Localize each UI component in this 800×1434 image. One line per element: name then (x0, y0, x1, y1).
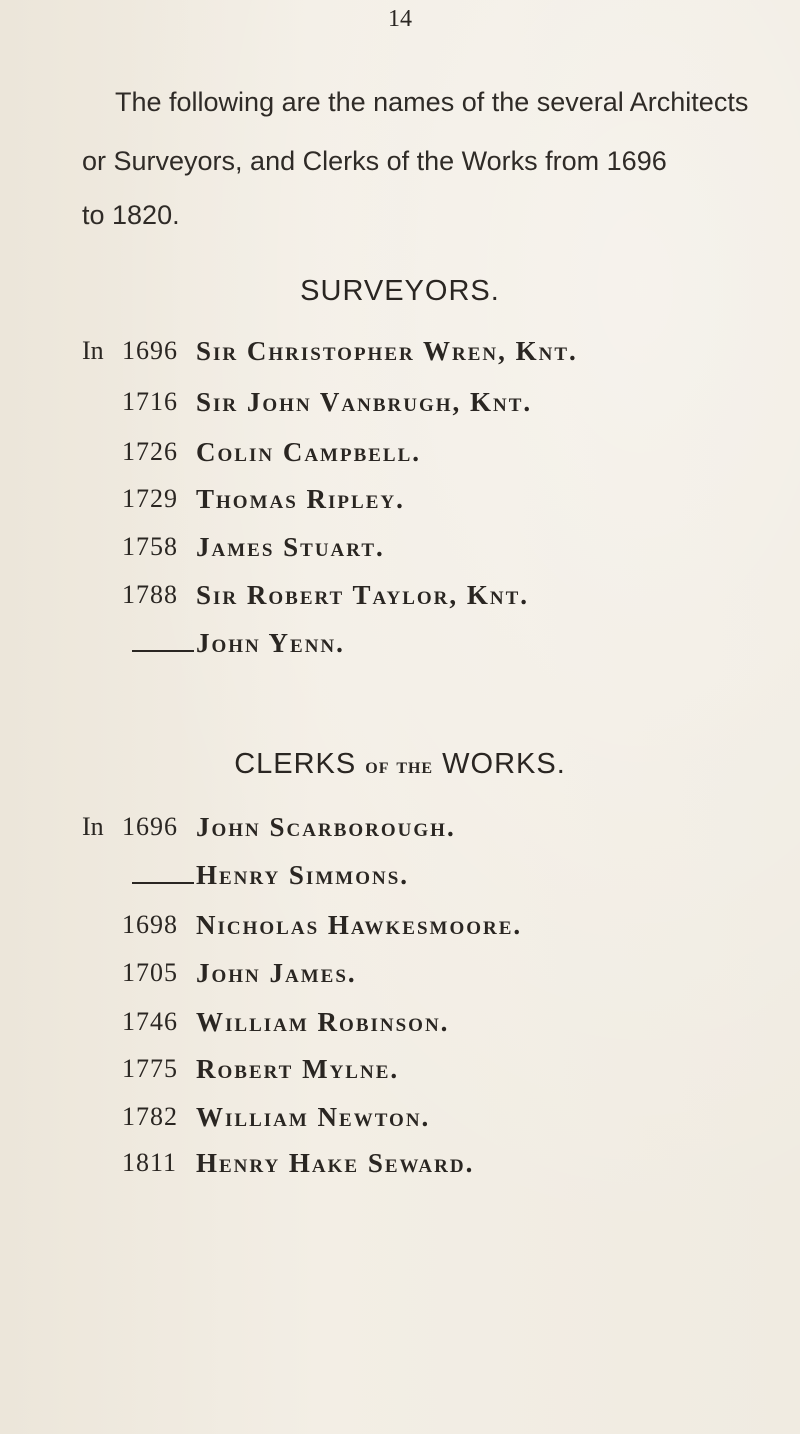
entry-name: Colin Campbell. (196, 437, 422, 467)
entry-name: William Robinson. (196, 1007, 450, 1037)
clerks-heading-of-the: of the (365, 753, 434, 779)
entry-year: 1698 (122, 910, 178, 939)
entry-name: John Scarborough. (196, 812, 456, 842)
entry-year: 1811 (122, 1148, 178, 1177)
entry-name: Sir John Vanbrugh, Knt. (196, 387, 533, 417)
surveyors-heading: SURVEYORS. (300, 275, 500, 307)
entry-year: 1782 (122, 1102, 178, 1131)
page-number: 14 (388, 6, 412, 32)
entry-name: Henry Simmons. (196, 860, 410, 890)
entry-prefix: In (82, 812, 104, 841)
entry-name: John Yenn. (196, 628, 345, 658)
entry-name: Thomas Ripley. (196, 484, 405, 514)
entry-year: 1746 (122, 1007, 178, 1036)
clerks-heading-main: CLERKS (234, 748, 357, 780)
entry-name: William Newton. (196, 1102, 431, 1132)
clerks-heading-works: WORKS. (442, 748, 566, 780)
entry-year: 1705 (122, 958, 178, 987)
entry-year: 1788 (122, 580, 178, 609)
entry-year: 1775 (122, 1054, 178, 1083)
entry-name: Sir Christopher Wren, Knt. (196, 336, 578, 366)
entry-year: 1696 (122, 812, 178, 841)
entry-name: Sir Robert Taylor, Knt. (196, 580, 530, 610)
ditto-dash (132, 882, 194, 884)
intro-line-1: The following are the names of the several Architects (115, 87, 749, 117)
entry-year: 1729 (122, 484, 178, 513)
clerks-heading (0, 748, 800, 781)
entry-year: 1716 (122, 387, 178, 416)
entry-prefix: In (82, 336, 104, 365)
entry-name: John James. (196, 958, 357, 988)
ditto-dash (132, 650, 194, 652)
entry-name: Henry Hake Seward. (196, 1148, 475, 1178)
intro-line-2: or Surveyors, and Clerks of the Works from 1696 (82, 146, 667, 176)
intro-line-3: to 1820. (82, 200, 180, 230)
entry-name: James Stuart. (196, 532, 385, 562)
entry-year: 1696 (122, 336, 178, 365)
entry-year: 1726 (122, 437, 178, 466)
entry-name: Robert Mylne. (196, 1054, 400, 1084)
entry-year: 1758 (122, 532, 178, 561)
entry-name: Nicholas Hawkesmoore. (196, 910, 523, 940)
